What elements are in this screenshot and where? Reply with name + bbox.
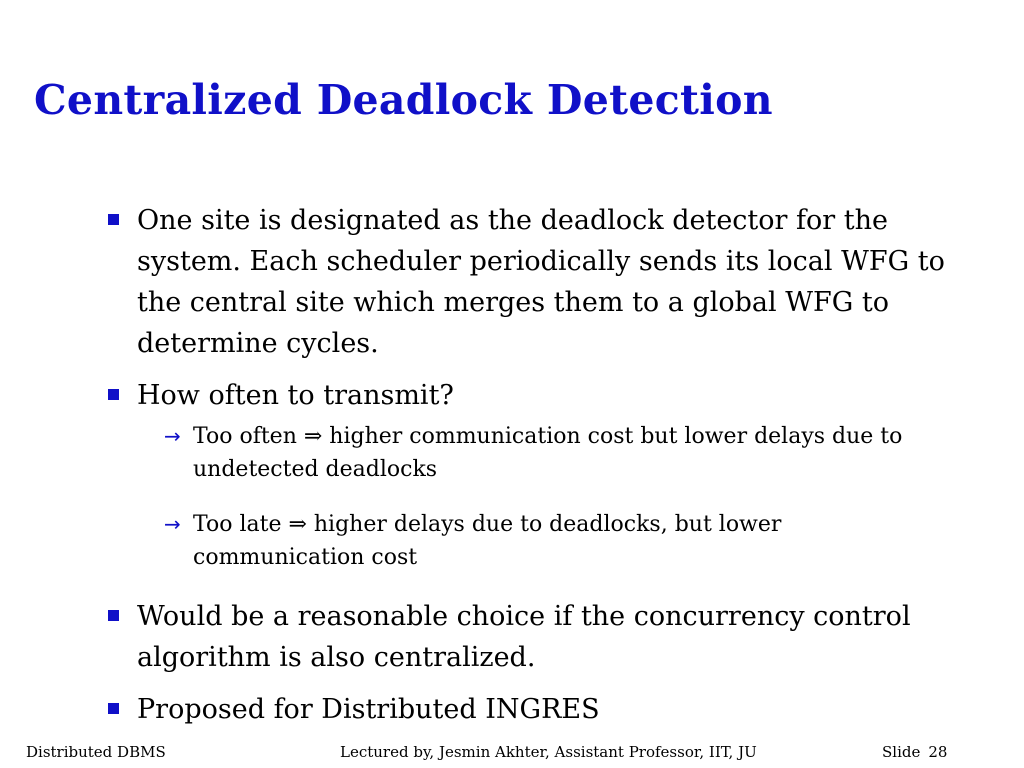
sub-bullet-item xyxy=(164,508,953,574)
sub-bullet-text: Too late ⇒ higher delays due to deadlocks, but lower communication cost xyxy=(193,512,782,570)
slide-content xyxy=(108,200,968,730)
bullet-item xyxy=(108,596,952,678)
footer-course-name: Distributed DBMS xyxy=(26,743,166,761)
slide-number: 28 xyxy=(928,743,948,761)
arrow-right-icon: → xyxy=(164,424,181,448)
sub-bullet-text: Too often ⇒ higher communication cost but lower delays due to undetected deadlocks xyxy=(193,424,903,482)
arrow-right-icon: → xyxy=(164,512,181,536)
bullet-item xyxy=(108,375,952,416)
bullet-item xyxy=(108,200,952,364)
slide-title: Centralized Deadlock Detection xyxy=(34,76,773,124)
bullet-text: Would be a reasonable choice if the concurrency control algorithm is also centralized. xyxy=(137,601,911,673)
bullet-item xyxy=(108,689,952,730)
square-bullet-icon xyxy=(108,610,119,621)
slide-label: Slide xyxy=(882,743,921,761)
footer-slide-number xyxy=(882,742,947,762)
sub-bullet-item xyxy=(164,420,953,486)
bullet-text: Proposed for Distributed INGRES xyxy=(137,694,600,725)
square-bullet-icon xyxy=(108,703,119,714)
footer-lecturer: Lectured by, Jesmin Akhter, Assistant Professor, IIT, JU xyxy=(340,743,757,761)
square-bullet-icon xyxy=(108,214,119,225)
bullet-text: How often to transmit? xyxy=(137,380,454,411)
square-bullet-icon xyxy=(108,389,119,400)
bullet-text: One site is designated as the deadlock detector for the system. Each scheduler periodically sends its local WFG to the central site which merges them to a global WFG to determine cycles. xyxy=(137,205,945,359)
